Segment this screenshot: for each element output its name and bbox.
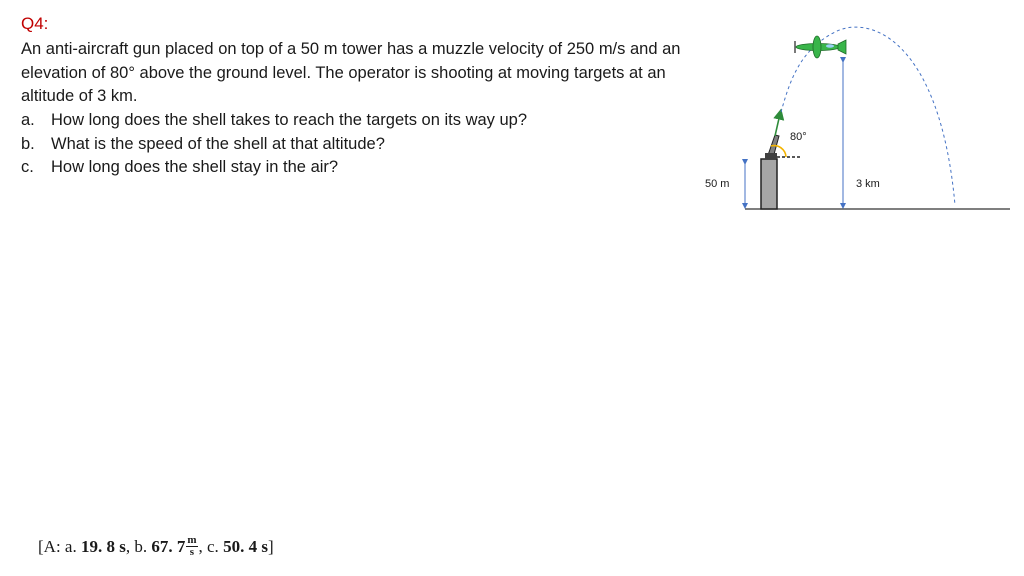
answer-c: 50. 4 s <box>223 536 268 556</box>
gun-base <box>765 153 777 159</box>
unit-denominator: s <box>189 546 195 558</box>
answer-b-unit <box>186 535 197 558</box>
unit-numerator: m <box>187 534 197 546</box>
answer-sep-b: , b. <box>125 536 152 556</box>
answer-a: 19. 8 s <box>80 536 126 556</box>
item-letter: b. <box>21 134 35 153</box>
answer-close: ] <box>267 536 274 556</box>
item-letter: c. <box>21 158 34 176</box>
tower-height-label: 50 m <box>705 178 730 190</box>
question-text: An anti-aircraft gun placed on top of a 50 m tower has a muzzle velocity of 250 m/s and an elevation of 80° above the ground level. The operator is shooting at moving targets at an altitude of 3 km. <box>21 40 681 105</box>
tower <box>761 159 777 209</box>
altitude-label: 3 km <box>856 178 880 190</box>
velocity-arrow <box>775 114 780 136</box>
answer-b: 67. 7 <box>151 536 186 556</box>
item-text: How long does the shell takes to reach the targets on its way up? <box>51 111 528 129</box>
angle-label: 80° <box>790 131 807 143</box>
answer-line <box>38 535 274 558</box>
item-text: What is the speed of the shell at that altitude? <box>51 134 385 153</box>
airplane-icon <box>795 36 846 58</box>
question-title: Q4: <box>21 14 49 33</box>
answer-open: [A: a. <box>38 536 81 556</box>
item-text: How long does the shell stay in the air? <box>51 158 339 176</box>
item-letter: a. <box>21 111 35 129</box>
answer-sep-c: , c. <box>198 536 224 556</box>
